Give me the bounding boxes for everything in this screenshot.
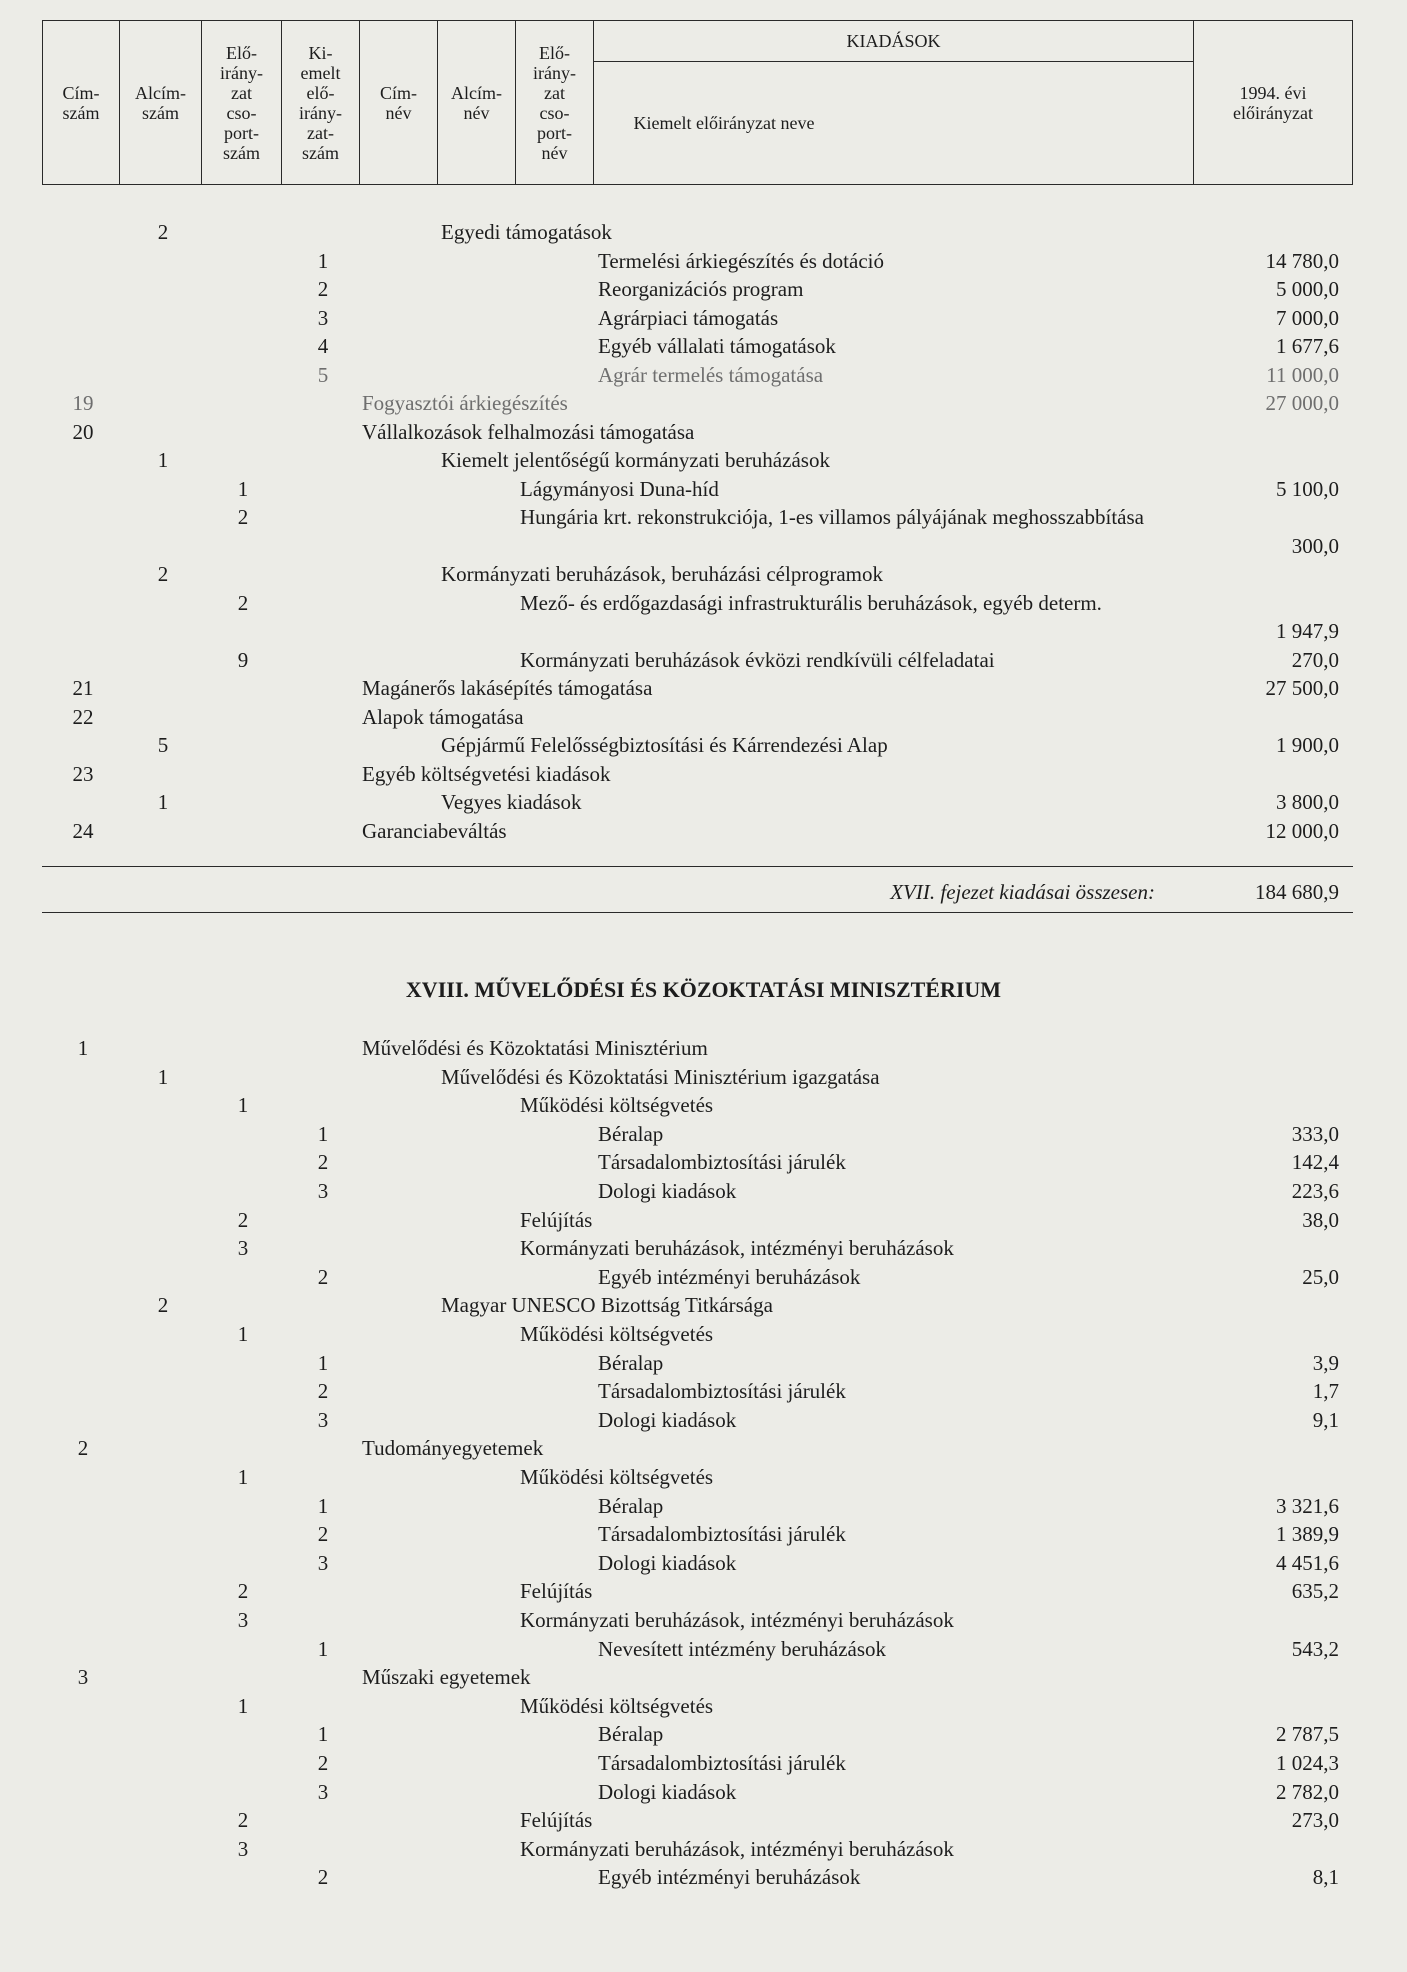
- amount-cell: 223,6: [1291, 1179, 1339, 1203]
- item-name: Lágymányosi Duna-híd: [520, 476, 719, 501]
- table-row: [0, 1520, 1407, 1549]
- table-row: [0, 1806, 1407, 1835]
- header-kiemelt-eloiranyzat-szam: Ki- emelt elő- irány- zat- szám: [299, 42, 342, 163]
- kiemelt-szam-cell: 1: [317, 1350, 329, 1375]
- table-row: [0, 1206, 1407, 1235]
- item-name: Alapok támogatása: [362, 704, 524, 729]
- table-row: [0, 1663, 1407, 1692]
- item-name: Művelődési és Közoktatási Minisztérium igazgatása: [441, 1064, 880, 1089]
- amount-cell: 300,0: [1291, 533, 1339, 558]
- csoport-szam-cell: 2: [237, 1808, 249, 1833]
- cim-szam-cell: 2: [77, 1436, 89, 1461]
- header-eloiranyzat-csoport-szam: Elő- irány- zat cso- port- szám: [220, 42, 263, 163]
- kiemelt-szam-cell: 1: [317, 1722, 329, 1747]
- table-row: [0, 1377, 1407, 1406]
- table-row: [0, 418, 1407, 447]
- item-name: Béralap: [598, 1121, 664, 1146]
- cim-szam-cell: 19: [72, 391, 94, 415]
- csoport-szam-cell: 2: [237, 1207, 249, 1232]
- csoport-szam-cell: 1: [237, 1465, 249, 1489]
- item-name: Egyéb költségvetési kiadások: [362, 761, 611, 786]
- amount-cell: 270,0: [1291, 647, 1339, 672]
- item-name: Dologi kiadások: [598, 1550, 737, 1575]
- table-row: [0, 1434, 1407, 1463]
- amount-cell: 11 000,0: [1266, 362, 1339, 387]
- amount-cell: 3,9: [1312, 1350, 1339, 1375]
- amount-cell: 27 000,0: [1265, 391, 1339, 415]
- section-title: XVIII. MŰVELŐDÉSI ÉS KÖZOKTATÁSI MINISZTÉRIUM: [405, 977, 1002, 1002]
- table-row: [0, 1091, 1407, 1120]
- amount-cell: 5 000,0: [1276, 277, 1339, 301]
- item-name: Dologi kiadások: [598, 1779, 737, 1804]
- table-row: [0, 1549, 1407, 1578]
- table-row: [0, 275, 1407, 304]
- item-name: Kormányzati beruházások évközi rendkívüli célfeladatai: [520, 647, 995, 672]
- table-row: [0, 475, 1407, 504]
- kiemelt-szam-cell: 3: [317, 1779, 329, 1804]
- item-name: Mező- és erdőgazdasági infrastrukturális beruházások, egyéb determ.: [520, 590, 1102, 615]
- csoport-szam-cell: 1: [237, 476, 249, 501]
- amount-cell: 1 947,9: [1276, 619, 1339, 643]
- kiemelt-szam-cell: 3: [317, 305, 329, 330]
- amount-cell: 1 677,6: [1276, 334, 1339, 358]
- kiemelt-szam-cell: 2: [317, 1379, 329, 1404]
- table-row: [0, 1835, 1407, 1864]
- amount-cell: 8,1: [1312, 1865, 1339, 1890]
- item-name: Kormányzati beruházások, intézményi beruházások: [520, 1608, 954, 1632]
- cim-szam-cell: 20: [72, 419, 94, 444]
- alcim-szam-cell: 1: [157, 448, 169, 472]
- alcim-szam-cell: 5: [157, 733, 169, 757]
- amount-cell: 3 800,0: [1276, 790, 1339, 814]
- item-name: Magyar UNESCO Bizottság Titkársága: [441, 1293, 773, 1318]
- alcim-szam-cell: 2: [157, 1293, 169, 1318]
- table-row: [0, 304, 1407, 333]
- table-row: [0, 646, 1407, 675]
- table-row: [0, 703, 1407, 732]
- table-row: [0, 1234, 1407, 1263]
- kiemelt-szam-cell: 3: [317, 1407, 329, 1432]
- item-name: Társadalombiztosítási járulék: [598, 1522, 846, 1547]
- table-row: [0, 446, 1407, 475]
- cim-szam-cell: 1: [77, 1036, 89, 1060]
- csoport-szam-cell: 9: [237, 647, 249, 672]
- item-name: Béralap: [598, 1493, 664, 1518]
- kiemelt-szam-cell: 3: [317, 1179, 329, 1203]
- item-name: Felújítás: [520, 1808, 593, 1833]
- table-row: [0, 361, 1407, 390]
- amount-cell: 4 451,6: [1276, 1550, 1339, 1575]
- item-name: Műszaki egyetemek: [362, 1665, 531, 1690]
- csoport-szam-cell: 2: [237, 1579, 249, 1604]
- table-row: [0, 1606, 1407, 1635]
- amount-cell: 3 321,6: [1276, 1493, 1339, 1518]
- item-name: Kormányzati beruházások, intézményi beruházások: [520, 1236, 954, 1261]
- table-row: [0, 1778, 1407, 1807]
- kiemelt-szam-cell: 3: [317, 1550, 329, 1575]
- table-row: [0, 1120, 1407, 1149]
- table-row: [0, 1720, 1407, 1749]
- item-name: Működési költségvetés: [520, 1693, 714, 1718]
- amount-cell: 142,4: [1291, 1150, 1339, 1175]
- table-row: [0, 1349, 1407, 1378]
- amount-cell: 1 024,3: [1276, 1751, 1339, 1775]
- table-row: [0, 1863, 1407, 1892]
- item-name: Dologi kiadások: [598, 1179, 737, 1203]
- item-name: Magánerős lakásépítés támogatása: [362, 676, 653, 700]
- alcim-szam-cell: 1: [157, 790, 169, 814]
- kiemelt-szam-cell: 2: [317, 1522, 329, 1547]
- kiemelt-szam-cell: 1: [317, 1121, 329, 1146]
- item-name: Agrár termelés támogatása: [598, 362, 824, 387]
- header-eloiranyzat-csoport-nev: Elő- irány- zat cso- port- név: [533, 42, 576, 163]
- table-row: [0, 1034, 1407, 1063]
- table-row: [0, 247, 1407, 276]
- table-row: [0, 1492, 1407, 1521]
- cim-szam-cell: 23: [72, 761, 94, 786]
- chapter-total-amount: 184 680,9: [1255, 880, 1339, 904]
- table-row: [0, 389, 1407, 418]
- header-cim-nev: Cím- név: [379, 82, 417, 123]
- amount-cell: 27 500,0: [1265, 676, 1339, 700]
- csoport-szam-cell: 1: [237, 1693, 249, 1718]
- kiemelt-szam-cell: 2: [317, 1751, 329, 1775]
- amount-cell: 2 782,0: [1276, 1779, 1339, 1804]
- item-name: Felújítás: [520, 1579, 593, 1604]
- header-1994-evi-eloiranyzat: 1994. évi előirányzat: [1233, 82, 1313, 123]
- item-name: Gépjármű Felelősségbiztosítási és Kárrendezési Alap: [441, 733, 888, 757]
- table-row: [0, 1291, 1407, 1320]
- table-row: [0, 218, 1407, 247]
- item-name: Dologi kiadások: [598, 1407, 737, 1432]
- header-kiadasok: KIADÁSOK: [846, 31, 941, 51]
- amount-cell: 25,0: [1302, 1264, 1339, 1289]
- kiemelt-szam-cell: 2: [317, 277, 329, 301]
- item-name: Vegyes kiadások: [441, 790, 582, 814]
- amount-cell: 1,7: [1312, 1379, 1339, 1404]
- item-name: Reorganizációs program: [598, 277, 804, 301]
- table-row: [0, 1749, 1407, 1778]
- kiemelt-szam-cell: 5: [317, 362, 329, 387]
- item-name: Vállalkozások felhalmozási támogatása: [362, 419, 695, 444]
- table-row: [0, 788, 1407, 817]
- kiemelt-szam-cell: 2: [317, 1264, 329, 1289]
- kiemelt-szam-cell: 2: [317, 1150, 329, 1175]
- item-name: Működési költségvetés: [520, 1322, 714, 1346]
- table-row: [0, 1177, 1407, 1206]
- item-name: Garanciabeváltás: [362, 818, 507, 843]
- table-row: [0, 1320, 1407, 1349]
- kiemelt-szam-cell: 1: [317, 248, 329, 273]
- amount-cell: 273,0: [1291, 1808, 1339, 1833]
- item-name: Társadalombiztosítási járulék: [598, 1751, 846, 1775]
- table-row: [0, 760, 1407, 789]
- amount-cell: 7 000,0: [1276, 305, 1339, 330]
- cim-szam-cell: 24: [72, 818, 94, 843]
- table-row: [0, 1063, 1407, 1092]
- item-name: Béralap: [598, 1350, 664, 1375]
- table-row: [0, 1577, 1407, 1606]
- table-header: [42, 20, 1353, 185]
- header-cim-szam: Cím- szám: [62, 82, 100, 123]
- table-row: [0, 731, 1407, 760]
- amount-cell: 12 000,0: [1265, 818, 1339, 843]
- table-row: [0, 332, 1407, 361]
- item-name: Tudományegyetemek: [362, 1436, 544, 1461]
- item-name: Egyéb intézményi beruházások: [598, 1865, 861, 1890]
- csoport-szam-cell: 2: [237, 590, 249, 615]
- item-name: Termelési árkiegészítés és dotáció: [598, 248, 884, 273]
- amount-cell: 9,1: [1312, 1407, 1339, 1432]
- amount-cell: 543,2: [1291, 1636, 1339, 1661]
- cim-szam-cell: 22: [72, 704, 94, 729]
- item-name: Egyedi támogatások: [441, 220, 612, 244]
- table-row: [0, 1263, 1407, 1292]
- item-name: Művelődési és Közoktatási Minisztérium: [362, 1036, 708, 1060]
- amount-cell: 1 900,0: [1276, 733, 1339, 757]
- header-alcim-nev: Alcím- név: [451, 82, 502, 123]
- item-name: Egyéb vállalati támogatások: [598, 334, 836, 358]
- cim-szam-cell: 21: [72, 676, 94, 700]
- item-name: Működési költségvetés: [520, 1093, 714, 1118]
- header-kiemelt-eloiranyzat-neve: Kiemelt előirányzat neve: [633, 113, 815, 133]
- kiemelt-szam-cell: 4: [317, 334, 329, 358]
- kiemelt-szam-cell: 2: [317, 1865, 329, 1890]
- amount-cell: 635,2: [1291, 1579, 1339, 1604]
- item-name: Fogyasztói árkiegészítés: [362, 391, 568, 415]
- csoport-szam-cell: 3: [237, 1236, 249, 1261]
- table-row: [0, 1148, 1407, 1177]
- item-name: Működési költségvetés: [520, 1465, 714, 1489]
- item-name: Kormányzati beruházások, intézményi beruházások: [520, 1836, 954, 1861]
- table-row: [0, 1635, 1407, 1664]
- item-name: Társadalombiztosítási járulék: [598, 1150, 846, 1175]
- table-row: [0, 674, 1407, 703]
- amount-cell: 333,0: [1291, 1121, 1339, 1146]
- amount-cell: 1 389,9: [1276, 1522, 1339, 1547]
- table-row: [0, 503, 1407, 560]
- amount-cell: 2 787,5: [1276, 1722, 1339, 1747]
- item-name: Agrárpiaci támogatás: [598, 305, 779, 330]
- csoport-szam-cell: 1: [237, 1322, 249, 1346]
- header-alcim-szam: Alcím- szám: [135, 82, 186, 123]
- item-name: Egyéb intézményi beruházások: [598, 1264, 861, 1289]
- item-name: Hungária krt. rekonstrukciója, 1-es villamos pályájának meghosszabbítása: [520, 505, 1144, 529]
- item-name: Felújítás: [520, 1207, 593, 1232]
- chapter-total-label: XVII. fejezet kiadásai összesen:: [890, 880, 1155, 904]
- csoport-szam-cell: 1: [237, 1093, 249, 1118]
- total-rule-top: [42, 866, 1353, 867]
- alcim-szam-cell: 2: [157, 220, 169, 244]
- table-row: [0, 589, 1407, 646]
- item-name: Kormányzati beruházások, beruházási célprogramok: [441, 562, 883, 586]
- table-row: [0, 1692, 1407, 1721]
- item-name: Nevesített intézmény beruházások: [598, 1636, 887, 1661]
- table-row: [0, 560, 1407, 589]
- total-rule-bottom: [42, 912, 1353, 913]
- cim-szam-cell: 3: [77, 1665, 89, 1690]
- kiemelt-szam-cell: 1: [317, 1636, 329, 1661]
- item-name: Béralap: [598, 1722, 664, 1747]
- table-row: [0, 817, 1407, 846]
- table-row: [0, 1463, 1407, 1492]
- table-row: [0, 1406, 1407, 1435]
- item-name: Kiemelt jelentőségű kormányzati beruházások: [441, 448, 830, 472]
- csoport-szam-cell: 2: [237, 505, 249, 529]
- kiemelt-szam-cell: 1: [317, 1493, 329, 1518]
- csoport-szam-cell: 3: [237, 1608, 249, 1632]
- item-name: Társadalombiztosítási járulék: [598, 1379, 846, 1404]
- csoport-szam-cell: 3: [237, 1836, 249, 1861]
- alcim-szam-cell: 2: [157, 562, 169, 586]
- amount-cell: 14 780,0: [1265, 248, 1339, 273]
- amount-cell: 38,0: [1302, 1207, 1339, 1232]
- alcim-szam-cell: 1: [157, 1064, 169, 1089]
- amount-cell: 5 100,0: [1276, 476, 1339, 501]
